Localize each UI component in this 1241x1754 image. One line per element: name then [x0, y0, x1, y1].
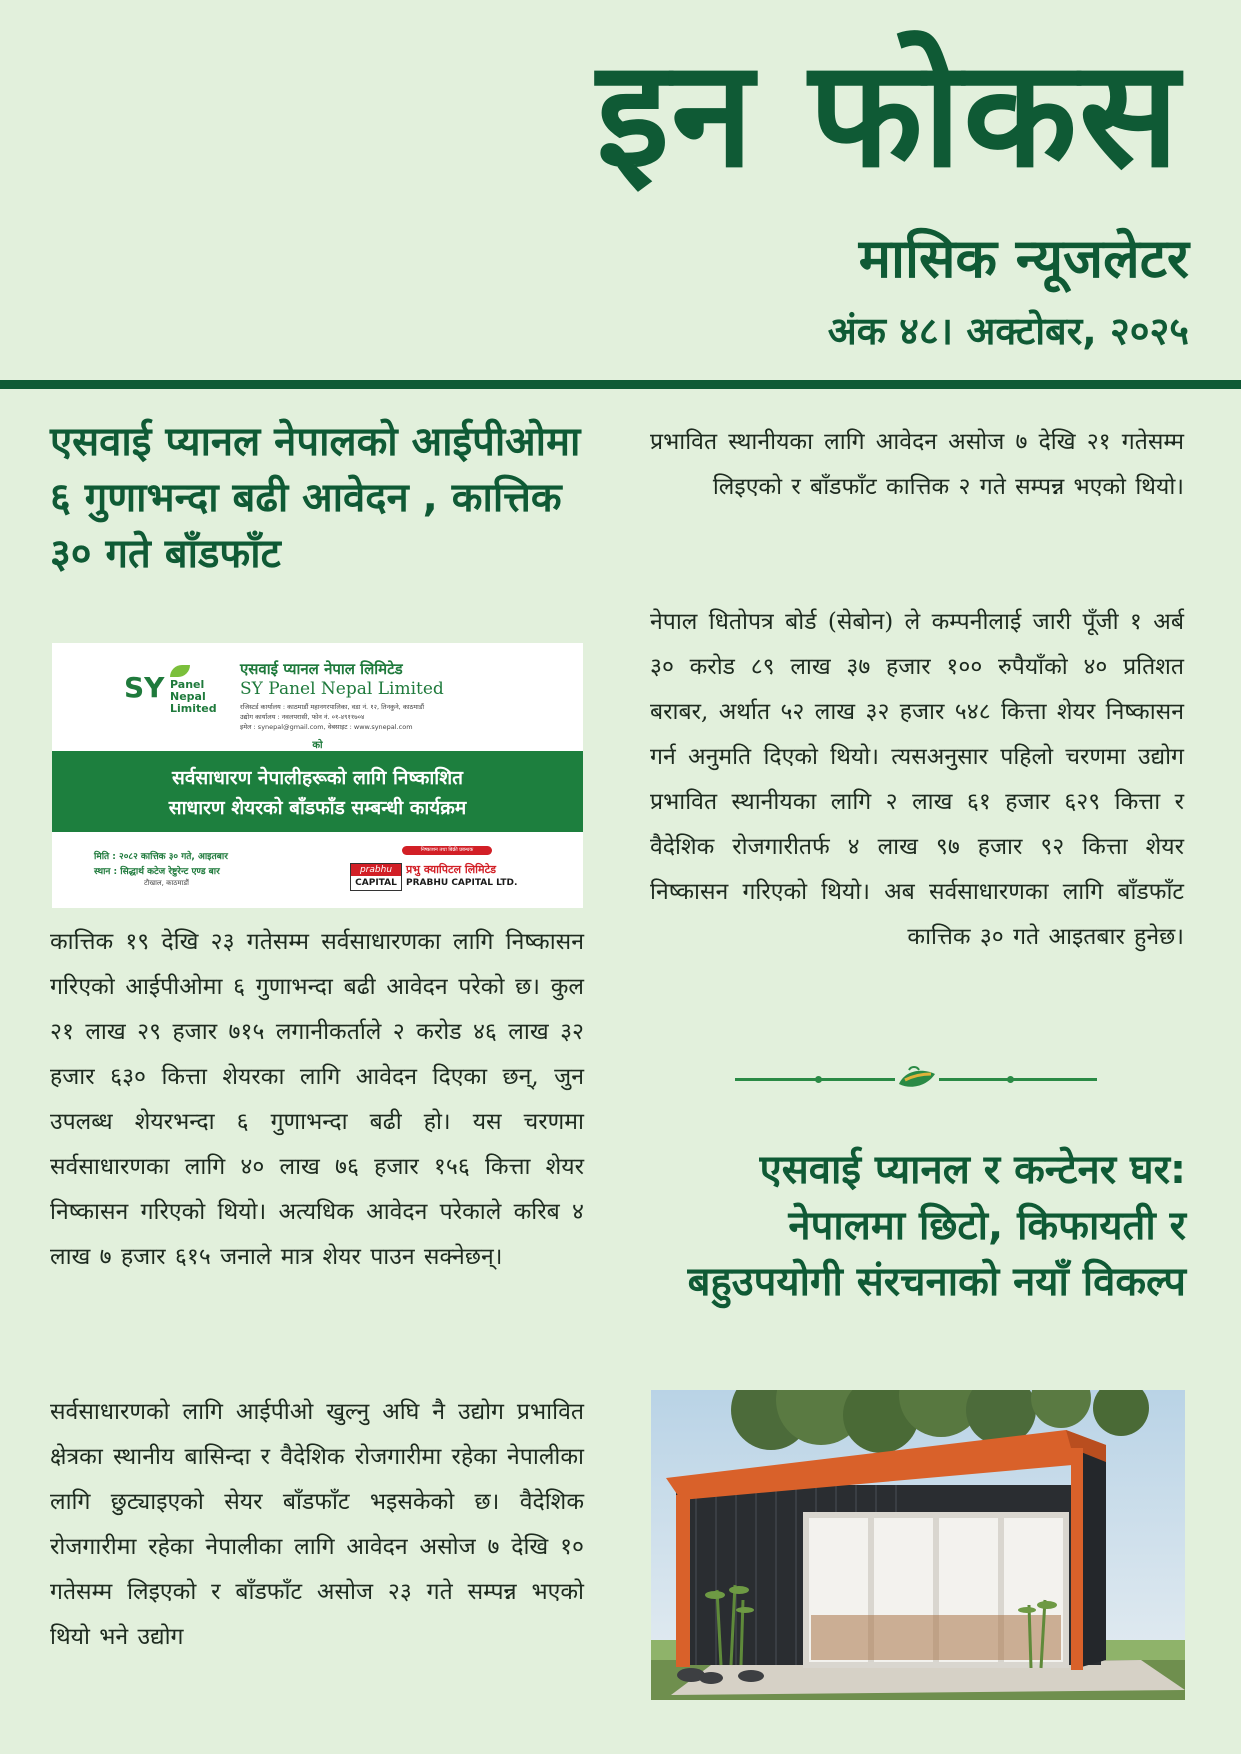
- ad-band-text: [52, 763, 583, 823]
- ad-pill-text: निष्काशन तथा बिक्री प्रबन्धक: [420, 847, 474, 853]
- article1-paragraph: प्रभावित स्थानीयका लागि आवेदन असोज ७ देखि २१ गतेसम्म लिइएको र बाँडफाँट कात्तिक २ गते सम्पन्न भएको थियो।: [650, 429, 1184, 500]
- logo-name-text: Panel Nepal Limited: [170, 678, 217, 715]
- prabhu-name-nepali: प्रभु क्यापिटल लिमिटेड: [406, 863, 497, 876]
- sy-panel-logo: [124, 663, 234, 713]
- ad-issue-manager-pill: [402, 846, 492, 855]
- divider-line: [939, 1078, 1097, 1081]
- leaf-icon: [170, 665, 190, 677]
- ad-venue: स्थान : सिद्धार्थ कटेज रेष्टुरेन्ट एण्ड बार: [94, 867, 220, 877]
- header-divider-rule: [0, 380, 1241, 389]
- ad-address-line: उद्योग कार्यालय : नवलपरासी, फोन नं. ०१-४९११७०४: [240, 713, 365, 721]
- article1-headline: एसवाई प्यानल नेपालको आईपीओमा ६ गुणाभन्दा बढी आवेदन , कात्तिक ३० गते बाँडफाँट: [50, 419, 581, 577]
- issue-number-date: अंक ४८। अक्टोबर, २०२५: [827, 309, 1189, 353]
- prabhu-logo-top: prabhu: [351, 864, 401, 876]
- prabhu-logo-bottom: CAPITAL: [355, 878, 397, 888]
- ad-band-line: सर्वसाधारण नेपालीहरूको लागि निष्काशित: [172, 767, 463, 789]
- article1-paragraph: कात्तिक १९ देखि २३ गतेसम्म सर्वसाधारणका लागि निष्कासन गरिएको आईपीओमा ६ गुणाभन्दा बढी आवेदन परेको छ। कुल २१ लाख २९ हजार ७१५ लगानीकर्ताले २ करोड ४६ लाख ३२ हजार ६३० कित्ता शेयरका लागि आवेदन दिएका छन्, जुन उपलब्ध शेयरभन्दा ६ गुणाभन्दा बढी हो। यस चरणमा सर्वसाधारणका लागि ४० लाख ७६ हजार १५६ कित्ता शेयर निष्कासन गरिएको थियो। अत्यधिक आवेदन परेकाले करिब ४ लाख ७ हजार ६१५ जनाले मात्र शेयर पाउन सक्नेछन्।: [50, 929, 584, 1270]
- newsletter-subtitle: मासिक न्यूजलेटर: [858, 227, 1189, 290]
- divider-dot: [815, 1076, 822, 1083]
- section-divider-ornament: [735, 1064, 1097, 1094]
- ad-band-line: साधारण शेयरको बाँडफाँड सम्बन्धी कार्यक्रम: [168, 797, 467, 819]
- leaf-icon: [895, 1064, 939, 1094]
- article1-paragraph: सर्वसाधारणको लागि आईपीओ खुल्नु अघि नै उद्योग प्रभावित क्षेत्रका स्थानीय बासिन्दा र वैदेशिक रोजगारीमा रहेका नेपालीका लागि छुट्याइएको सेयर बाँडफाँट भइसकेको छ। वैदेशिक रोजगारीमा रहेका नेपालीका लागि आवेदन असोज ७ देखि १० गतेसम्म लिइएको र बाँडफाँट असोज २३ गते सम्पन्न भएको थियो भने उद्योग: [50, 1399, 584, 1650]
- article1-paragraph: नेपाल धितोपत्र बोर्ड (सेबोन) ले कम्पनीलाई जारी पूँजी १ अर्ब ३० करोड ८९ लाख ३७ हजार १०० रुपैयाँको ४० प्रतिशत बराबर, अर्थात ५२ लाख ३२ हजार ५४८ कित्ता शेयर निष्कासन गर्न अनुमति दिएको थियो। त्यसअनुसार पहिलो चरणमा उद्योग प्रभावित स्थानीयका लागि २ लाख ६१ हजार ६२९ कित्ता र वैदेशिक रोजगारीतर्फ ४ लाख ९७ हजार ९२ कित्ता शेयर निष्कासन गरिएको थियो। अब सर्वसाधारणका लागि बाँडफाँट कात्तिक ३० गते आइतबार हुनेछ।: [650, 609, 1184, 950]
- article2-headline: एसवाई प्यानल र कन्टेनर घर: नेपालमा छिटो, किफायती र बहुउपयोगी संरचनाको नयाँ विकल्प: [687, 1147, 1186, 1305]
- ad-venue-location: टौखाल, काठमाडौं: [144, 879, 189, 887]
- logo-sy-text: SY: [124, 671, 165, 704]
- prabhu-name-english: PRABHU CAPITAL LTD.: [406, 878, 518, 888]
- ad-address: [240, 702, 424, 732]
- container-house-photo: [651, 1390, 1185, 1700]
- divider-dot: [1007, 1076, 1014, 1083]
- prabhu-capital-logo: [350, 863, 402, 891]
- ad-green-band: [52, 751, 583, 832]
- allotment-announcement-ad: [52, 643, 583, 908]
- ad-address-line: इमेल : synepal@gmail.com, वेबसाइट : www.synepal.com: [240, 723, 413, 731]
- masthead: [0, 0, 1241, 380]
- ad-connector-ko: को: [312, 740, 323, 751]
- newsletter-title: इन फोकस: [596, 28, 1181, 200]
- ad-company-name-nepali: एसवाई प्यानल नेपाल लिमिटेड: [240, 660, 403, 678]
- ad-company-name-english: SY Panel Nepal Limited: [240, 679, 444, 699]
- ad-address-line: रजिस्टर्ड कार्यालय : काठमाडौं महानगरपालिका, वडा नं. १२, तिनकुने, काठमाडौं: [240, 703, 424, 711]
- ad-date: मिति : २०८२ कात्तिक ३० गते, आइतबार: [94, 852, 228, 862]
